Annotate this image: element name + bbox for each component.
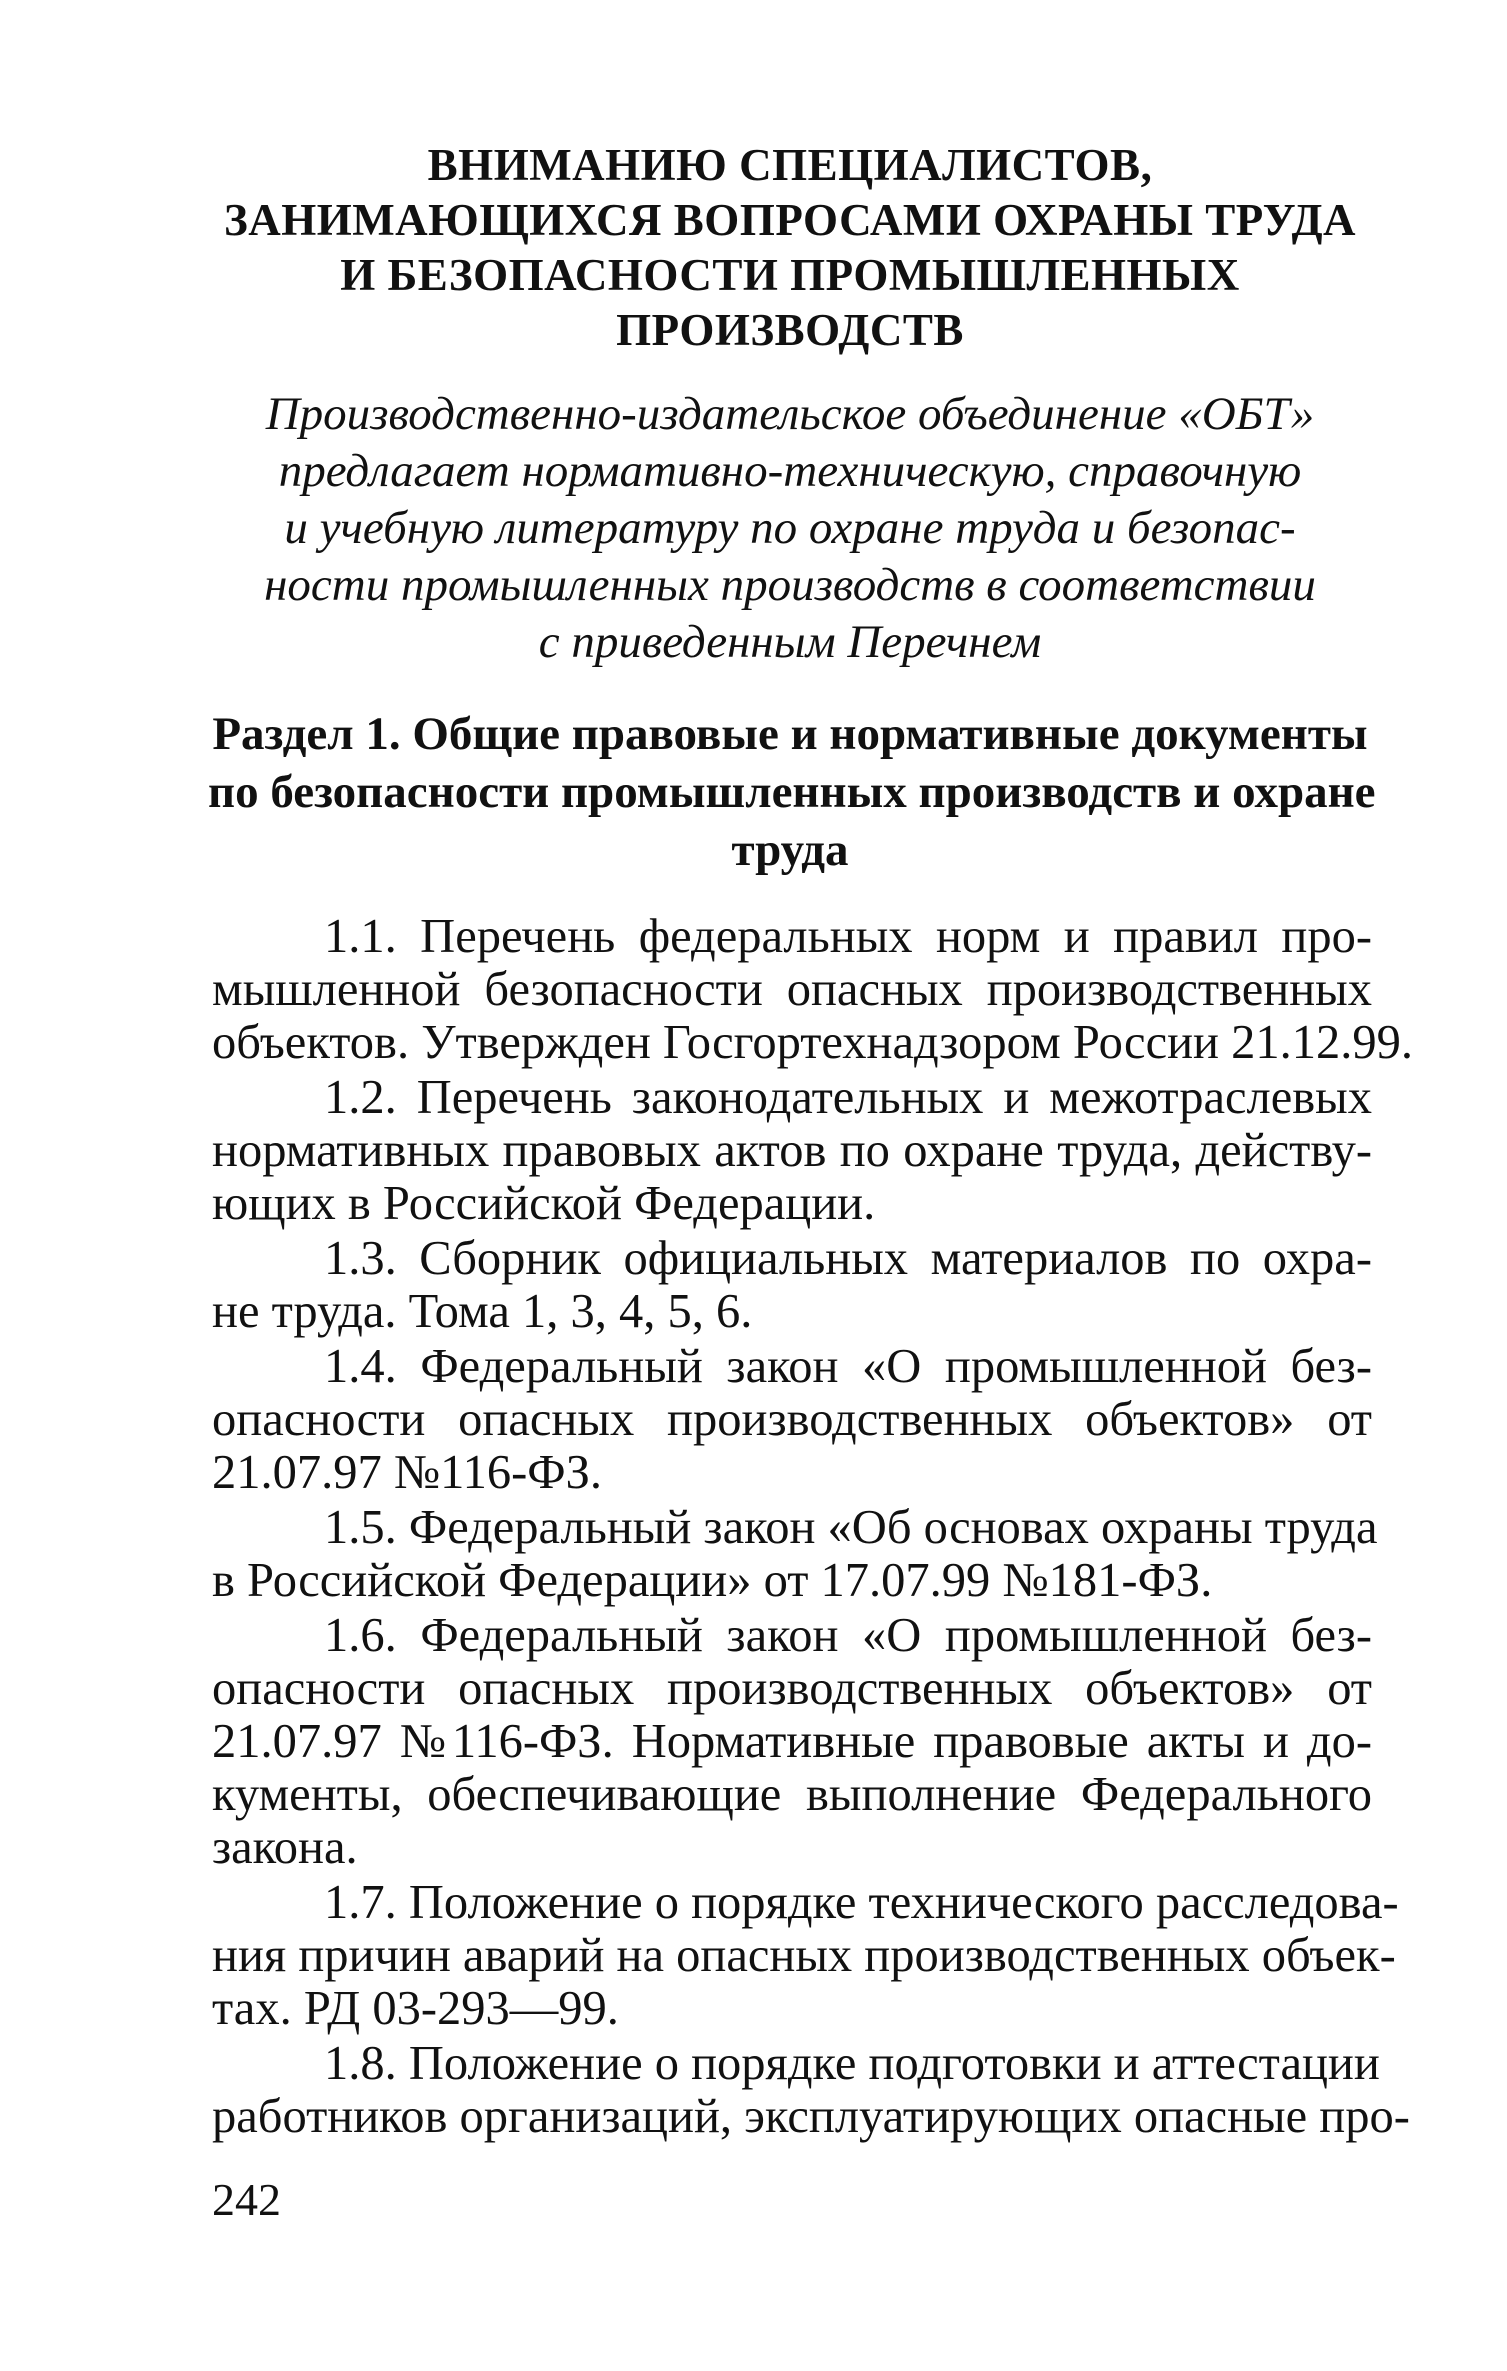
item-line: не труда. Тома 1, 3, 4, 5, 6.	[212, 1285, 753, 1338]
page-heading	[200, 138, 1380, 358]
item-line: кументы, обеспечивающие выполнение Федерального	[212, 1768, 1372, 1821]
item-line: 1.2. Перечень законодательных и межотраслевых	[324, 1071, 1372, 1124]
item-line: 1.8. Положение о порядке подготовки и аттестации	[324, 2037, 1380, 2090]
item-line: 1.6. Федеральный закон «О промышленной без-	[324, 1609, 1372, 1662]
list-item	[212, 1501, 1378, 1607]
list-item	[212, 910, 1414, 1069]
item-line: тах. РД 03-293—99.	[212, 1982, 619, 2035]
intro-paragraph	[220, 386, 1360, 671]
list-item	[212, 2037, 1410, 2143]
heading-line: И БЕЗОПАСНОСТИ ПРОМЫШЛЕННЫХ	[340, 250, 1240, 300]
item-line: 1.4. Федеральный закон «О промышленной без-	[324, 1340, 1372, 1393]
item-line: 21.07.97 №116-ФЗ.	[212, 1446, 602, 1499]
item-line: в Российской Федерации» от 17.07.99 №181-ФЗ.	[212, 1554, 1213, 1607]
heading-line: ПРОИЗВОДСТВ	[616, 305, 964, 355]
list-item	[212, 1071, 1372, 1230]
intro-line: ности промышленных производств в соответствии	[264, 559, 1316, 611]
section-title-line: Раздел 1. Общие правовые и нормативные документы	[212, 708, 1368, 760]
item-line: работников организаций, эксплуатирующих опасные про-	[212, 2090, 1410, 2143]
document-list	[212, 910, 1414, 2145]
item-line: ющих в Российской Федерации.	[212, 1177, 876, 1230]
heading-line: ЗАНИМАЮЩИХСЯ ВОПРОСАМИ ОХРАНЫ ТРУДА	[223, 195, 1357, 245]
item-line: ния причин аварий на опасных производственных объек-	[212, 1929, 1396, 1982]
item-line: объектов. Утвержден Госгортехнадзором России 21.12.99.	[212, 1016, 1414, 1069]
intro-line: и учебную литературу по охране труда и безопас-	[284, 502, 1296, 554]
item-line: мышленной безопасности опасных производственных	[212, 963, 1372, 1016]
item-line: 21.07.97 №116-ФЗ. Нормативные правовые акты и до-	[212, 1715, 1372, 1768]
intro-line: с приведенным Перечнем	[538, 616, 1042, 668]
list-item	[212, 1340, 1372, 1499]
item-line: 1.5. Федеральный закон «Об основах охраны труда	[324, 1501, 1378, 1554]
item-line: опасности опасных производственных объектов» от	[212, 1393, 1372, 1446]
item-line: опасности опасных производственных объектов» от	[212, 1662, 1372, 1715]
item-line: 1.3. Сборник официальных материалов по охра-	[324, 1232, 1372, 1285]
item-line: 1.1. Перечень федеральных норм и правил про-	[324, 910, 1372, 963]
item-line: закона.	[212, 1821, 358, 1874]
heading-line: ВНИМАНИЮ СПЕЦИАЛИСТОВ,	[427, 140, 1153, 190]
section-title-line: труда	[731, 824, 849, 876]
item-line: 1.7. Положение о порядке технического расследова-	[324, 1876, 1399, 1929]
page-number: 242	[212, 2174, 281, 2225]
item-line: нормативных правовых актов по охране труда, действу-	[212, 1124, 1372, 1177]
list-item	[212, 1609, 1372, 1874]
section-title	[208, 705, 1376, 879]
list-item	[212, 1876, 1399, 2035]
intro-line: предлагает нормативно-техническую, справочную	[278, 445, 1302, 497]
intro-line: Производственно-издательское объединение «ОБТ»	[265, 388, 1315, 440]
section-title-line: по безопасности промышленных производств и охране	[208, 766, 1376, 818]
list-item	[212, 1232, 1372, 1338]
